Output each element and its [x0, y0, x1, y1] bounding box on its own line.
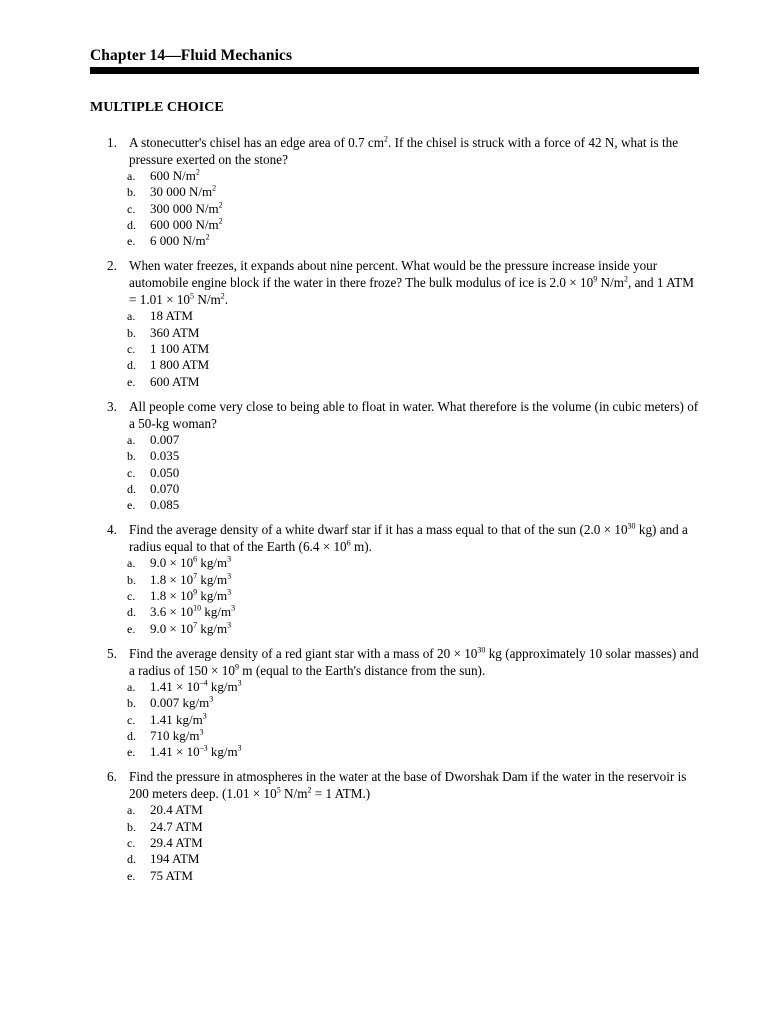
option-e [129, 868, 699, 884]
option-letter: a. [127, 309, 136, 324]
question-number: 3. [107, 398, 117, 414]
superscript: 2 [307, 786, 312, 796]
option-value: 24.7 ATM [150, 818, 203, 834]
option-letter: d. [127, 728, 136, 743]
superscript: 10 [193, 604, 202, 614]
option-c [129, 341, 699, 357]
option-letter: a. [127, 803, 136, 818]
question-number: 4. [107, 522, 117, 538]
text: , and 1 ATM = 1.01 × 10 [129, 275, 694, 308]
option-letter: b. [127, 325, 136, 340]
option-b [129, 572, 699, 588]
option-b [129, 695, 699, 711]
option-letter: c. [127, 589, 136, 604]
option-value: 1 800 ATM [150, 357, 210, 373]
superscript: 5 [190, 292, 195, 302]
text: 600 000 N/m [150, 216, 219, 232]
option-letter: a. [127, 432, 136, 447]
option-d [129, 481, 699, 497]
superscript: 7 [193, 620, 198, 630]
question-text [129, 521, 699, 555]
option-e [129, 374, 699, 390]
option-value [150, 588, 231, 603]
option-letter: e. [127, 621, 136, 636]
option-value [150, 744, 242, 759]
option-d [129, 728, 699, 744]
option-letter: e. [127, 234, 136, 249]
question-number: 5. [107, 645, 117, 661]
text: 3.6 × 10 [150, 604, 194, 620]
text: 1.8 × 10 [150, 588, 194, 604]
option-b [129, 448, 699, 464]
superscript: 2 [220, 292, 225, 302]
question-number: 2. [107, 258, 117, 274]
text: kg (approximately 10 solar masses) and a radius of 150 × 10 [129, 645, 699, 678]
text: 1.41 kg/m [150, 711, 203, 727]
question-text: All people come very close to being able to float in water. What therefore is the volume (in cubic meters) of a 50-kg woman? [129, 398, 699, 431]
option-list [129, 168, 699, 249]
option-value [150, 217, 223, 232]
text: kg/m [207, 744, 238, 760]
superscript: 3 [231, 604, 236, 614]
option-value: 194 ATM [150, 851, 200, 867]
option-b [129, 325, 699, 341]
text: kg/m [197, 555, 228, 571]
question-text [129, 768, 699, 802]
option-list [129, 432, 699, 513]
option-letter: b. [127, 185, 136, 200]
option-value: 0.035 [150, 448, 180, 464]
option-c [129, 588, 699, 604]
option-c [129, 465, 699, 481]
superscript: 3 [227, 587, 232, 597]
option-letter: d. [127, 852, 136, 867]
option-value: 18 ATM [150, 308, 193, 324]
text: kg/m [197, 571, 228, 587]
chapter-title: Chapter 14—Fluid Mechanics [90, 47, 293, 64]
question-number: 6. [107, 769, 117, 785]
text: 6 000 N/m [150, 233, 206, 249]
option-letter: a. [127, 679, 136, 694]
question-2 [107, 257, 699, 389]
option-value [150, 233, 210, 248]
question-1 [107, 134, 699, 249]
superscript: 7 [193, 571, 198, 581]
option-value: 29.4 ATM [150, 835, 203, 851]
text: Find the average density of a red giant star with a mass of 20 × 10 [129, 645, 478, 661]
superscript: 3 [237, 743, 242, 753]
option-letter: e. [127, 374, 136, 389]
option-letter: b. [127, 572, 136, 587]
superscript: 3 [202, 711, 207, 721]
option-a [129, 168, 699, 184]
option-value [150, 621, 231, 636]
option-letter: b. [127, 449, 136, 464]
question-text [129, 645, 699, 679]
text: 9.0 × 10 [150, 620, 194, 636]
option-c [129, 201, 699, 217]
question-text [129, 257, 699, 308]
option-value: 600 ATM [150, 373, 200, 389]
text: Find the pressure in atmospheres in the water at the base of Dworshak Dam if the water in the reservoir is 200 meters deep. (1.01 × 10 [129, 769, 687, 802]
option-list [129, 308, 699, 389]
option-letter: d. [127, 358, 136, 373]
option-value [150, 572, 231, 587]
option-d [129, 851, 699, 867]
option-a [129, 308, 699, 324]
option-value: 0.050 [150, 464, 180, 480]
header-rule [90, 67, 699, 74]
superscript: 2 [195, 167, 200, 177]
superscript: 30 [477, 645, 486, 655]
option-letter: c. [127, 201, 136, 216]
text: N/m [597, 275, 624, 291]
superscript: 2 [205, 232, 210, 242]
option-a [129, 432, 699, 448]
option-value: 0.007 [150, 431, 180, 447]
text: . If the chisel is struck with a force of 42 N, what is the pressure exerted on the stone? [129, 135, 679, 167]
superscript: 3 [227, 620, 232, 630]
question-4 [107, 521, 699, 636]
option-value [150, 712, 207, 727]
option-a [129, 679, 699, 695]
superscript: 5 [276, 786, 281, 796]
option-letter: d. [127, 605, 136, 620]
text: kg) and a radius equal to that of the Earth (6.4 × 10 [129, 522, 688, 555]
option-value [150, 728, 203, 743]
section-heading: MULTIPLE CHOICE [90, 100, 224, 115]
superscript: 2 [384, 134, 389, 144]
superscript: 2 [218, 200, 223, 210]
question-6 [107, 768, 699, 883]
text: 600 N/m [150, 168, 196, 183]
text: kg/m [207, 678, 238, 694]
text: m (equal to the Earth's distance from the sun). [238, 662, 486, 678]
question-3 [107, 398, 699, 513]
question-5 [107, 645, 699, 760]
superscript: 6 [346, 539, 351, 549]
superscript: 9 [593, 275, 598, 285]
superscript: 6 [193, 555, 198, 565]
text: 710 kg/m [150, 727, 200, 743]
option-value [150, 184, 216, 199]
superscript: –4 [199, 678, 208, 688]
option-e [129, 744, 699, 760]
text: 1.41 × 10 [150, 678, 200, 694]
option-value: 1 100 ATM [150, 341, 210, 357]
option-value: 0.085 [150, 497, 180, 513]
option-value [150, 168, 200, 183]
option-value [150, 604, 235, 619]
text: kg/m [197, 588, 228, 604]
option-letter: e. [127, 868, 136, 883]
option-b [129, 819, 699, 835]
option-value [150, 555, 231, 570]
text: 30 000 N/m [150, 184, 213, 200]
option-letter: e. [127, 745, 136, 760]
option-letter: d. [127, 481, 136, 496]
question-text [129, 134, 699, 168]
option-e [129, 621, 699, 637]
option-letter: b. [127, 819, 136, 834]
superscript: 2 [212, 183, 217, 193]
option-e [129, 497, 699, 513]
option-value [150, 695, 213, 710]
text: m). [350, 539, 372, 555]
option-list [129, 555, 699, 636]
option-letter: c. [127, 712, 136, 727]
superscript: 2 [218, 216, 223, 226]
text: A stonecutter's chisel has an edge area of 0.7 cm [129, 135, 385, 150]
option-letter: a. [127, 169, 136, 183]
option-d [129, 357, 699, 373]
superscript: 9 [234, 662, 239, 672]
option-letter: c. [127, 342, 136, 357]
option-a [129, 802, 699, 818]
question-number: 1. [107, 135, 117, 150]
text: 1.8 × 10 [150, 571, 194, 587]
superscript: 30 [627, 522, 636, 532]
text: kg/m [197, 620, 228, 636]
option-c [129, 712, 699, 728]
text: N/m [194, 292, 221, 308]
option-d [129, 217, 699, 233]
option-letter: b. [127, 696, 136, 711]
option-b [129, 184, 699, 200]
option-letter: d. [127, 217, 136, 232]
option-d [129, 604, 699, 620]
option-list [129, 679, 699, 760]
superscript: 3 [237, 678, 242, 688]
superscript: 3 [199, 727, 204, 737]
option-value: 75 ATM [150, 867, 193, 883]
option-letter: c. [127, 465, 136, 480]
option-value: 0.070 [150, 480, 180, 496]
option-value [150, 679, 242, 694]
superscript: 9 [193, 587, 198, 597]
option-letter: a. [127, 556, 136, 571]
option-value: 360 ATM [150, 324, 200, 340]
question-list [107, 134, 699, 892]
superscript: 3 [227, 555, 232, 565]
text: kg/m [201, 604, 232, 620]
text: N/m [280, 786, 308, 802]
option-list [129, 802, 699, 883]
text: 1.41 × 10 [150, 744, 200, 760]
superscript: 2 [623, 275, 628, 285]
superscript: –3 [199, 743, 208, 753]
option-letter: c. [127, 836, 136, 851]
option-value [150, 201, 223, 216]
text: 300 000 N/m [150, 200, 219, 216]
superscript: 3 [227, 571, 232, 581]
option-value: 20.4 ATM [150, 802, 203, 818]
option-c [129, 835, 699, 851]
text: 9.0 × 10 [150, 555, 194, 571]
text: = 1 ATM.) [311, 786, 371, 802]
option-letter: e. [127, 498, 136, 513]
option-e [129, 233, 699, 249]
text: When water freezes, it expands about nine percent. What would be the pressure increase inside your automobile engine block if the water in there froze? The bulk modulus of ice is 2.0 × 10 [129, 258, 658, 291]
superscript: 3 [209, 694, 214, 704]
text: Find the average density of a white dwarf star if it has a mass equal to that of the sun (2.0 × 10 [129, 522, 628, 538]
text: 0.007 kg/m [150, 695, 210, 711]
option-a [129, 555, 699, 571]
text: . [224, 292, 229, 308]
